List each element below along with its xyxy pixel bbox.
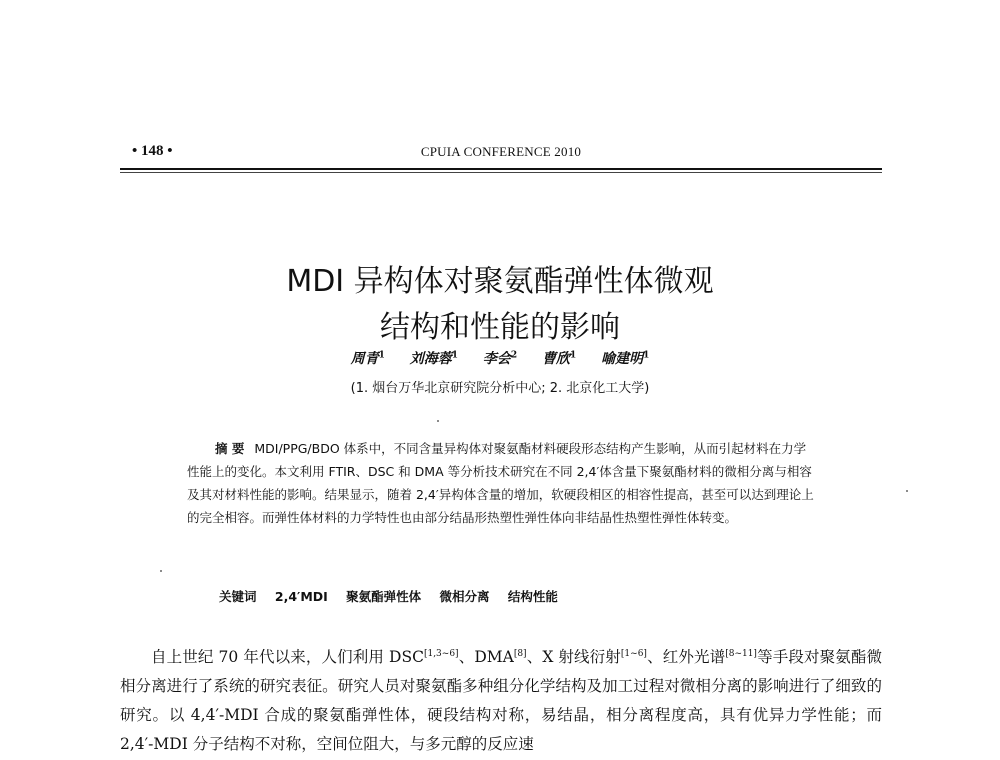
keyword: 2,4′MDI (274, 589, 328, 604)
conference-name: CPUIA CONFERENCE 2010 (420, 144, 582, 159)
keyword: 微相分离 (439, 589, 490, 604)
abstract (187, 437, 817, 529)
scan-speck (906, 490, 908, 492)
author: 周青$^1$ (350, 350, 385, 367)
keyword: 聚氨酯弹性体 (346, 589, 422, 604)
scan-speck (437, 420, 439, 422)
body-paragraph: 自上世纪 70 年代以来，人们利用 DSC[1,3~6]、DMA[8]、X 射线衍射[1~6]、红外光谱[8~11]等手段对聚氨酯微相分离进行了系统的研究表征。研究人员对聚氨酯多种组分化学结构及加工过程对微相分离的影响进行了细致的研究。以 4,4′-MDI 合成的聚氨酯弹性体，硬段结构对称，易结晶，相分离程度高，具有优异力学性能；而 2,4′-MDI 分子结构不对称，空间位阻大，与多元醇的反应速 (120, 648, 882, 754)
keywords-label: 关键词 (219, 589, 257, 604)
paper-title-line-2: 结构和性能的影响 (380, 310, 620, 345)
author: 刘海蓉$^1$ (409, 350, 458, 367)
scan-speck (160, 570, 162, 572)
abstract-label: 摘 要 (215, 441, 245, 456)
page-number: • 148 • (132, 143, 173, 159)
citation: [8~11] (725, 649, 757, 659)
running-header (120, 143, 882, 165)
header-rule-thick (120, 168, 882, 170)
abstract-text: MDI/PPG/BDO 体系中，不同含量异构体对聚氨酯材料硬段形态结构产生影响，从而引起材料在力学性能上的变化。本文利用 FTIR、DSC 和 DMA 等分析技术研究在不同 2,4′体含量下聚氨酯材料的微相分离与相容及其对材料性能的影响。结果显示，随着 2,4′异构体含量的增加，软硬段相区的相容性提高，甚至可以达到理论上的完全相容。而弹性体材料的力学特性也由部分结晶形热塑性弹性体向非结晶性热塑性弹性体转变。 (187, 441, 814, 525)
header-rule-thin (120, 172, 882, 173)
affiliation: (1. 烟台万华北京研究院分析中心; 2. 北京化工大学) (350, 381, 650, 396)
keywords (219, 587, 819, 605)
citation: [1~6] (620, 649, 647, 659)
author: 李会$^2$ (482, 350, 518, 367)
author: 喻建明$^1$ (601, 350, 650, 367)
citation: [1,3~6] (423, 649, 459, 659)
paper-title-line-1: MDI 异构体对聚氨酯弹性体微观 (286, 264, 714, 299)
author-list (0, 348, 1000, 368)
keyword: 结构性能 (507, 589, 558, 604)
citation: [8] (513, 649, 527, 659)
author: 曹欣$^1$ (542, 350, 577, 367)
